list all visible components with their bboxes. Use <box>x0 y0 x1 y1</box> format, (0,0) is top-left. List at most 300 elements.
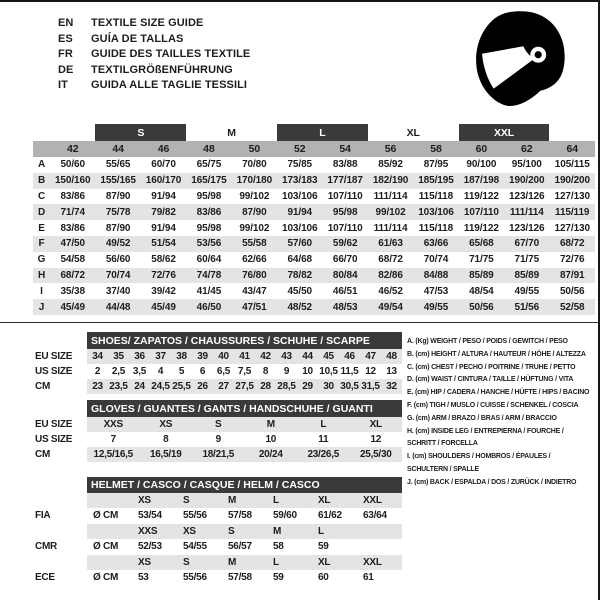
table-cell: 11 <box>318 434 329 445</box>
table-cell: 6,5 <box>216 366 231 377</box>
shoes-table <box>30 332 402 394</box>
table-cell: M <box>222 493 267 509</box>
size-value: 63/66 <box>413 236 458 252</box>
size-value: 51/54 <box>141 236 186 252</box>
table-cell: 32 <box>381 379 402 394</box>
table-cell: XXL <box>357 555 402 571</box>
size-value: 48/53 <box>322 299 367 315</box>
size-value: 82/86 <box>368 268 413 284</box>
row-label: ECE <box>30 570 87 586</box>
table-cell: 28 <box>255 379 276 394</box>
size-value: 150/160 <box>50 173 95 189</box>
size-value: 46/52 <box>378 285 403 297</box>
size-value: 68/72 <box>378 254 403 266</box>
size-value: 78/82 <box>277 268 322 284</box>
row-label: CMR <box>30 539 87 555</box>
size-value: 127/130 <box>554 222 590 234</box>
table-cell: 63/64 <box>363 510 387 522</box>
row-label: H <box>33 268 50 284</box>
table-cell: 59 <box>318 541 329 553</box>
table-row <box>30 524 402 540</box>
table-cell: 24,5 <box>151 381 170 392</box>
size-value: 35/38 <box>60 285 85 297</box>
spacer-cell <box>30 400 87 417</box>
numeric-size: 64 <box>549 141 595 157</box>
table-cell: 54/55 <box>183 541 207 553</box>
size-value: 54/58 <box>60 254 85 266</box>
table-title-row <box>30 477 402 493</box>
legend-item: F. (cm) TIGH / MUSLO / CUISSE / SCHENKEL / COSCIA <box>407 401 579 409</box>
table-cell: L <box>297 417 350 432</box>
guide-title: GUIDE DES TAILLES TEXTILE <box>91 48 251 60</box>
size-value: 107/110 <box>327 190 363 202</box>
table-cell: 12 <box>370 434 382 445</box>
size-value: 85/92 <box>378 159 403 171</box>
size-value: 65/68 <box>459 236 504 252</box>
size-value: 68/72 <box>549 236 595 252</box>
language-row <box>58 47 250 63</box>
size-value: 111/114 <box>373 222 408 234</box>
row-label <box>30 555 87 571</box>
size-value: 119/122 <box>463 222 499 234</box>
table-cell: 16,5/19 <box>140 447 193 462</box>
row-label: E <box>38 222 45 234</box>
size-value: 91/94 <box>151 222 176 234</box>
legend-item: J. (cm) BACK / ESPALDA / DOS / ZURÜCK / INDIETRO <box>407 478 577 486</box>
row-label: EU SIZE <box>30 417 87 432</box>
table-cell: XXS <box>132 524 177 540</box>
size-value: 72/76 <box>559 254 585 266</box>
size-value: 51/56 <box>504 299 549 315</box>
table-cell: 48 <box>381 349 402 364</box>
numeric-size: 44 <box>95 141 140 157</box>
table-cell: 4 <box>157 366 164 377</box>
size-value: 70/74 <box>423 254 449 266</box>
legend-item: I. (cm) SHOULDERS / HOMBROS / ÉPAULES / SCHULTERN / SPALLE <box>407 453 551 473</box>
numeric-size: 48 <box>186 141 231 157</box>
guide-title: GUIDA ALLE TAGLIE TESSILI <box>91 79 248 91</box>
table-row <box>30 493 402 509</box>
table-cell: 8 <box>262 366 269 377</box>
textile-size-table <box>33 124 595 315</box>
size-value: 66/70 <box>332 254 358 266</box>
guide-title: TEXTILGRÖßENFÜHRUNG <box>91 63 233 76</box>
table-cell: Ø CM <box>93 572 119 584</box>
section-divider <box>0 322 600 323</box>
table-cell: XL <box>312 493 357 509</box>
table-cell: Ø CM <box>93 541 119 553</box>
size-value: 87/90 <box>232 204 277 220</box>
table-cell: 34 <box>87 349 108 364</box>
size-value: 45/49 <box>50 299 95 315</box>
size-value: 49/55 <box>514 285 540 297</box>
table-cell: M <box>222 555 267 571</box>
table-cell: 59/60 <box>273 510 297 522</box>
size-value: 119/122 <box>463 190 499 202</box>
table-cell: L <box>267 555 312 571</box>
size-group-xxl: XXL <box>459 124 550 141</box>
table-row <box>30 364 402 379</box>
table-row <box>30 508 402 524</box>
language-code: IT <box>58 79 68 91</box>
size-value: 64/68 <box>287 254 312 266</box>
row-label: B <box>33 173 50 189</box>
table-cell: 46 <box>339 349 360 364</box>
size-value: 90/100 <box>466 159 497 171</box>
table-cell: 24 <box>129 379 150 394</box>
size-value: 76/80 <box>232 268 277 284</box>
size-value: 155/165 <box>95 173 140 189</box>
legend-item: D. (cm) WAIST / CINTURA / TAILLE / HÜFTUNG / VITA <box>407 376 574 384</box>
table-row <box>30 539 402 555</box>
size-value: 58/62 <box>151 254 176 266</box>
table-cell: 29 <box>297 379 318 394</box>
table-row <box>30 379 402 394</box>
size-value: 67/70 <box>504 236 549 252</box>
table-cell: 41 <box>234 349 255 364</box>
size-value: 111/114 <box>504 204 549 220</box>
size-value: 47/50 <box>50 236 95 252</box>
table-cell: 56/57 <box>228 541 252 553</box>
table-cell: 57/58 <box>228 510 252 522</box>
table-cell: S <box>177 493 222 509</box>
row-label: CM <box>30 447 87 462</box>
bottom-section <box>30 332 595 586</box>
table-cell: S <box>192 417 245 432</box>
table-cell: M <box>267 524 312 540</box>
table-cell: XS <box>177 524 222 540</box>
size-value: 60/70 <box>151 159 176 171</box>
table-cell: 30 <box>318 379 339 394</box>
row-label: A <box>37 159 46 171</box>
size-value: 50/60 <box>60 159 85 171</box>
table-cell: 53 <box>138 572 149 584</box>
size-value: 182/190 <box>368 173 413 189</box>
table-cell <box>357 524 402 540</box>
table-cell: 23/26,5 <box>297 447 350 462</box>
size-value: 95/98 <box>196 190 222 202</box>
size-value: 52/58 <box>549 299 595 315</box>
numeric-size: 56 <box>368 141 413 157</box>
size-value: 50/56 <box>559 285 585 297</box>
size-value: 70/74 <box>95 268 140 284</box>
measurement-row-e <box>33 220 595 236</box>
table-cell: 9 <box>215 434 221 445</box>
size-value: 107/110 <box>327 222 363 234</box>
table-cell: M <box>245 417 298 432</box>
table-cell: 10 <box>302 366 313 377</box>
table-row <box>30 447 402 462</box>
table-cell: 52/53 <box>138 541 162 553</box>
table-cell <box>87 524 132 540</box>
size-value: 107/110 <box>459 204 504 220</box>
table-cell: 55/56 <box>183 572 207 584</box>
size-value: 103/106 <box>282 222 318 234</box>
row-label: CM <box>30 379 87 394</box>
size-value: 190/200 <box>549 173 595 189</box>
spacer-cell <box>33 141 50 157</box>
legend-item: E. (cm) HIP / CADERA / HANCHE / HÜFTE / HIPS / BACINO <box>407 389 590 397</box>
table-cell: 23,5 <box>109 381 128 392</box>
language-row <box>58 32 250 48</box>
measurement-legend <box>407 332 590 490</box>
table-cell: 42 <box>255 349 276 364</box>
size-value: 47/53 <box>423 285 449 297</box>
size-value: 190/200 <box>504 173 549 189</box>
measurement-row-g <box>33 252 595 268</box>
language-code: FR <box>58 48 73 60</box>
size-value: 83/88 <box>332 159 358 171</box>
table-cell: XS <box>140 417 193 432</box>
table-cell: 31,5 <box>361 381 380 392</box>
table-cell: S <box>177 555 222 571</box>
table-row <box>30 555 402 571</box>
table-cell: 61 <box>363 572 374 584</box>
size-value: 70/80 <box>242 159 267 171</box>
table-cell: 60 <box>318 572 329 584</box>
size-value: 43/47 <box>242 285 267 297</box>
table-cell: 25,5/30 <box>350 447 403 462</box>
table-title-row <box>30 400 402 417</box>
size-value: 45/50 <box>287 285 312 297</box>
table-cell: 12 <box>365 366 376 377</box>
size-value: 49/55 <box>413 299 458 315</box>
table-cell: 20/24 <box>245 447 298 462</box>
table-cell: 38 <box>171 349 192 364</box>
size-value: 45/49 <box>141 299 186 315</box>
size-group-xl: XL <box>406 126 420 139</box>
title-language-list <box>58 16 250 94</box>
size-value: 55/58 <box>232 236 277 252</box>
accessory-tables <box>30 332 402 586</box>
spacer-cell <box>30 477 87 493</box>
size-value: 85/89 <box>504 268 549 284</box>
legend-item: B. (cm) HEIGHT / ALTURA / HAUTEUR / HÖHE / ALTEZZA <box>407 350 586 358</box>
size-value: 47/51 <box>232 299 277 315</box>
table-cell: 53/54 <box>138 510 162 522</box>
table-cell: 28,5 <box>277 381 296 392</box>
size-value: 95/100 <box>511 159 542 171</box>
row-label: C <box>37 190 46 202</box>
table-cell: 13 <box>386 366 397 377</box>
size-value: 79/82 <box>141 204 186 220</box>
numeric-size: 52 <box>277 141 322 157</box>
size-value: 48/52 <box>277 299 322 315</box>
size-value: 170/180 <box>232 173 277 189</box>
measurement-row-f <box>33 236 595 252</box>
size-value: 48/54 <box>469 285 494 297</box>
language-row <box>58 63 250 79</box>
measurement-row-j <box>33 299 595 315</box>
table-cell: 43 <box>276 349 297 364</box>
size-value: 185/195 <box>413 173 458 189</box>
table-row <box>30 417 402 432</box>
table-cell: XS <box>132 555 177 571</box>
size-value: 83/86 <box>186 204 231 220</box>
table-cell: 26 <box>192 379 213 394</box>
size-value: 123/126 <box>509 222 545 234</box>
size-value: 87/90 <box>105 190 131 202</box>
table-cell: XL <box>350 417 403 432</box>
table-cell: 18/21,5 <box>192 447 245 462</box>
size-group-s: S <box>95 124 186 141</box>
size-value: 39/42 <box>151 285 176 297</box>
table-cell: S <box>222 524 267 540</box>
measurement-row-b <box>33 173 595 189</box>
row-label: US SIZE <box>30 432 87 447</box>
table-cell: 30,5 <box>340 381 359 392</box>
language-code: EN <box>58 17 74 29</box>
table-cell: 45 <box>318 349 339 364</box>
table-cell: 5 <box>178 366 185 377</box>
numeric-size: 42 <box>50 141 95 157</box>
size-value: 115/118 <box>418 222 454 234</box>
table-cell: 39 <box>192 349 213 364</box>
size-value: 160/170 <box>141 173 186 189</box>
helmet-table <box>30 477 402 586</box>
size-value: 72/76 <box>141 268 186 284</box>
measurement-row-h <box>33 268 595 284</box>
table-cell <box>87 555 132 571</box>
size-value: 61/63 <box>368 236 413 252</box>
size-value: 41/45 <box>196 285 222 297</box>
size-group-l: L <box>277 124 368 141</box>
table-cell <box>87 493 132 509</box>
table-cell: 3,5 <box>132 366 147 377</box>
table-row <box>30 349 402 364</box>
table-title: SHOES/ ZAPATOS / CHAUSSURES / SCHUHE / SCARPE <box>87 332 402 349</box>
size-value: 80/84 <box>322 268 367 284</box>
size-value: 37/40 <box>105 285 131 297</box>
table-cell: 55/56 <box>183 510 207 522</box>
helmet-icon-graphic <box>464 6 570 112</box>
size-value: 95/98 <box>322 204 367 220</box>
table-cell: 11,5 <box>340 366 359 377</box>
size-value: 71/75 <box>469 254 494 266</box>
row-label <box>30 524 87 540</box>
size-value: 71/75 <box>514 254 540 266</box>
size-value: 173/183 <box>277 173 322 189</box>
guide-title: GUÍA DE TALLAS <box>91 32 184 45</box>
size-value: 49/52 <box>95 236 140 252</box>
table-cell: 37 <box>150 349 171 364</box>
numeric-size: 62 <box>504 141 549 157</box>
table-cell: 59 <box>273 572 284 584</box>
size-value: 75/85 <box>287 159 312 171</box>
size-value: 85/89 <box>459 268 504 284</box>
size-value: 53/56 <box>186 236 231 252</box>
table-title-row <box>30 332 402 349</box>
legend-item: H. (cm) INSIDE LEG / ENTREPIERNA / FOURCHE / SCHRITT / FORCELLA <box>407 427 564 448</box>
table-title: HELMET / CASCO / CASQUE / HELM / CASCO <box>87 477 402 493</box>
language-code: DE <box>58 63 74 76</box>
size-value: 84/88 <box>413 268 458 284</box>
numeric-size: 54 <box>322 141 367 157</box>
table-cell: 58 <box>273 541 284 553</box>
legend-item: A. (Kg) WEIGHT / PESO / POIDS / GEWITCH / PESO <box>407 338 568 345</box>
size-value: 46/51 <box>332 285 358 297</box>
table-cell: XL <box>312 555 357 571</box>
size-value: 103/106 <box>413 204 458 220</box>
table-cell: 35 <box>108 349 129 364</box>
row-label: F <box>33 236 50 252</box>
table-cell: 10 <box>265 434 277 445</box>
size-value: 50/56 <box>459 299 504 315</box>
size-value: 55/65 <box>105 159 131 171</box>
size-value: 87/91 <box>549 268 595 284</box>
spacer-cell <box>33 124 95 141</box>
language-row <box>58 16 250 32</box>
size-value: 62/66 <box>242 254 267 266</box>
spacer-cell <box>30 332 87 349</box>
legend-item: G. (cm) ARM / BRAZO / BRAS / ARM / BRACCIO <box>407 414 557 422</box>
table-cell: 25,5 <box>172 381 191 392</box>
size-value: 99/102 <box>239 190 270 202</box>
size-value: 87/90 <box>105 222 131 234</box>
size-value: 91/94 <box>277 204 322 220</box>
row-label: FIA <box>30 508 87 524</box>
table-cell: 8 <box>163 434 169 445</box>
table-cell: 6 <box>199 366 206 377</box>
table-cell: 27,5 <box>235 381 254 392</box>
size-value: 177/187 <box>322 173 367 189</box>
size-value: 59/62 <box>322 236 367 252</box>
row-label: D <box>33 204 50 220</box>
size-value: 74/78 <box>186 268 231 284</box>
measurement-row-a <box>33 157 595 173</box>
language-row <box>58 78 250 94</box>
size-value: 103/106 <box>282 190 318 202</box>
size-value: 71/74 <box>50 204 95 220</box>
size-value: 187/198 <box>459 173 504 189</box>
size-value: 65/75 <box>196 159 222 171</box>
size-value: 68/72 <box>50 268 95 284</box>
size-value: 99/102 <box>239 222 270 234</box>
size-value: 56/60 <box>105 254 131 266</box>
row-label: EU SIZE <box>30 349 87 364</box>
size-value: 105/115 <box>554 159 590 171</box>
table-cell: XXS <box>87 417 140 432</box>
guide-title: TEXTILE SIZE GUIDE <box>91 17 204 29</box>
gloves-table <box>30 400 402 462</box>
table-cell: XXL <box>357 493 402 509</box>
legend-item: C. (cm) CHEST / PECHO / POITRINE / TRUHE / PETTO <box>407 363 576 371</box>
table-title: GLOVES / GUANTES / GANTS / HANDSCHUHE / GUANTI <box>87 400 402 417</box>
table-row <box>30 432 402 447</box>
table-cell: 40 <box>213 349 234 364</box>
racing-helmet-icon <box>464 6 570 112</box>
numeric-size: 46 <box>141 141 186 157</box>
row-label: I <box>40 285 43 297</box>
row-label <box>30 493 87 509</box>
table-cell: 12,5/16,5 <box>87 447 140 462</box>
size-value: 115/118 <box>418 190 454 202</box>
table-cell: 61/62 <box>318 510 342 522</box>
table-cell <box>357 539 402 555</box>
measurement-row-c <box>33 189 595 205</box>
table-cell: 44 <box>297 349 318 364</box>
numeric-size-row <box>33 141 595 157</box>
size-value: 99/102 <box>368 204 413 220</box>
size-value: 75/78 <box>95 204 140 220</box>
size-value: 57/60 <box>277 236 322 252</box>
size-group-m: M <box>227 126 236 139</box>
language-code: ES <box>58 32 73 45</box>
measurement-row-d <box>33 204 595 220</box>
table-cell: 47 <box>360 349 381 364</box>
row-label: US SIZE <box>30 364 87 379</box>
table-cell: 27 <box>213 379 234 394</box>
